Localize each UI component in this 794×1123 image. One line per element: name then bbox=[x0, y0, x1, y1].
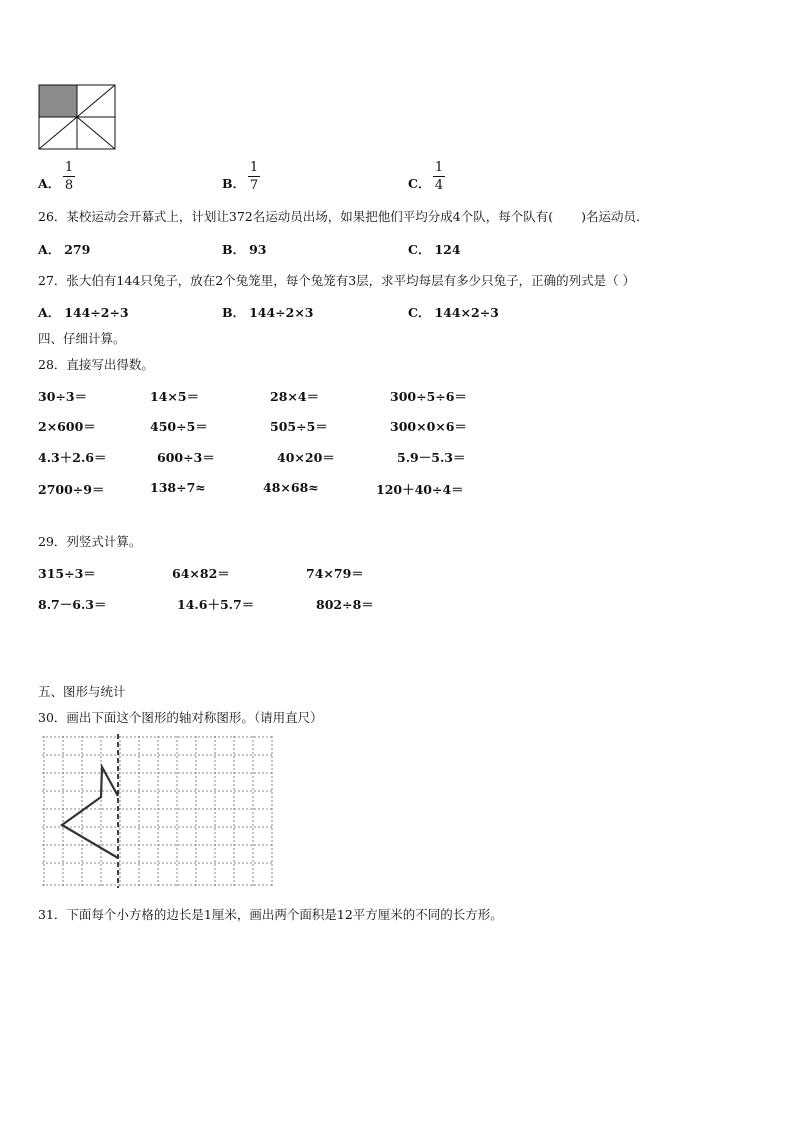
q25-option-a-fraction[interactable] bbox=[63, 160, 75, 193]
shaded-part bbox=[39, 85, 77, 117]
q25-option-c-fraction[interactable] bbox=[433, 160, 445, 193]
q30-grid-figure[interactable] bbox=[38, 734, 274, 888]
q25-fraction-figure bbox=[38, 84, 116, 150]
q27-option-c[interactable] bbox=[408, 303, 499, 321]
denominator: 8 bbox=[64, 178, 74, 193]
q28-item: 600÷3＝ bbox=[157, 450, 215, 465]
denominator: 4 bbox=[434, 178, 444, 193]
option-letter: B． bbox=[222, 305, 246, 320]
q28-item: 28×4＝ bbox=[270, 389, 320, 404]
section-4-title: 四、仔细计算。 bbox=[38, 331, 126, 346]
option-letter: B． bbox=[222, 242, 246, 257]
q29-item: 802÷8＝ bbox=[316, 597, 374, 612]
q29-item: 315÷3＝ bbox=[38, 566, 96, 581]
q28-item: 300÷5÷6＝ bbox=[390, 389, 467, 404]
q31-title: 31．下面每个小方格的边长是1厘米，画出两个面积是12平方厘米的不同的长方形。 bbox=[38, 907, 503, 922]
q25-option-b-letter: B． bbox=[222, 176, 246, 191]
q27-option-b[interactable] bbox=[222, 303, 314, 321]
q28-title: 28．直接写出得数。 bbox=[38, 357, 154, 372]
q28-item: 505÷5＝ bbox=[270, 419, 328, 434]
q29-title: 29．列竖式计算。 bbox=[38, 534, 142, 549]
option-value: 144÷2×3 bbox=[249, 305, 314, 320]
numerator: 1 bbox=[64, 160, 74, 175]
q28-item: 450÷5＝ bbox=[150, 419, 208, 434]
q28-item: 30÷3＝ bbox=[38, 389, 88, 404]
q26-text-before: 26．某校运动会开幕式上，计划让372名运动员出场，如果把他们平均分成4个队，每个队有( bbox=[38, 209, 554, 224]
q25-option-c-letter: C． bbox=[408, 176, 431, 191]
q26-option-c[interactable] bbox=[408, 240, 461, 258]
option-value: 144×2÷3 bbox=[434, 305, 499, 320]
section-5-title: 五、图形与统计 bbox=[38, 684, 126, 699]
q28-item: 5.9－5.3＝ bbox=[397, 450, 466, 465]
numerator: 1 bbox=[249, 160, 259, 175]
q26-question bbox=[38, 207, 649, 225]
option-value: 93 bbox=[249, 242, 267, 257]
q29-item: 8.7－6.3＝ bbox=[38, 597, 107, 612]
q28-item: 120＋40÷4＝ bbox=[376, 482, 464, 497]
q25-option-b-fraction[interactable] bbox=[248, 160, 260, 193]
q26-option-b[interactable] bbox=[222, 240, 266, 258]
q28-item: 138÷7≈ bbox=[150, 480, 206, 495]
q27-option-a[interactable] bbox=[38, 303, 129, 321]
option-letter: A． bbox=[38, 242, 61, 257]
option-value: 279 bbox=[64, 242, 91, 257]
option-letter: C． bbox=[408, 242, 431, 257]
q29-item: 74×79＝ bbox=[306, 566, 364, 581]
half-shape bbox=[62, 767, 118, 858]
q29-item: 64×82＝ bbox=[172, 566, 230, 581]
q28-item: 40×20＝ bbox=[277, 450, 335, 465]
q28-item: 14×5＝ bbox=[150, 389, 200, 404]
q28-item: 4.3＋2.6＝ bbox=[38, 450, 107, 465]
numerator: 1 bbox=[434, 160, 444, 175]
option-value: 144÷2÷3 bbox=[64, 305, 129, 320]
q26-text-after: )名运动员． bbox=[581, 209, 649, 224]
q28-item: 2700÷9＝ bbox=[38, 482, 105, 497]
q28-item: 48×68≈ bbox=[263, 480, 319, 495]
denominator: 7 bbox=[249, 178, 259, 193]
option-letter: C． bbox=[408, 305, 431, 320]
option-value: 124 bbox=[434, 242, 461, 257]
q29-item: 14.6＋5.7＝ bbox=[177, 597, 255, 612]
option-letter: A． bbox=[38, 305, 61, 320]
q30-title: 30．画出下面这个图形的轴对称图形。（请用直尺） bbox=[38, 710, 323, 725]
q28-item: 2×600＝ bbox=[38, 419, 96, 434]
q26-option-a[interactable] bbox=[38, 240, 90, 258]
dashed-grid bbox=[42, 736, 272, 886]
q28-item: 300×0×6＝ bbox=[390, 419, 467, 434]
q25-option-a-letter: A． bbox=[38, 176, 61, 191]
q27-question: 27．张大伯有144只兔子，放在2个兔笼里，每个兔笼有3层，求平均每层有多少只兔子，正确的列式是（ ） bbox=[38, 273, 636, 288]
